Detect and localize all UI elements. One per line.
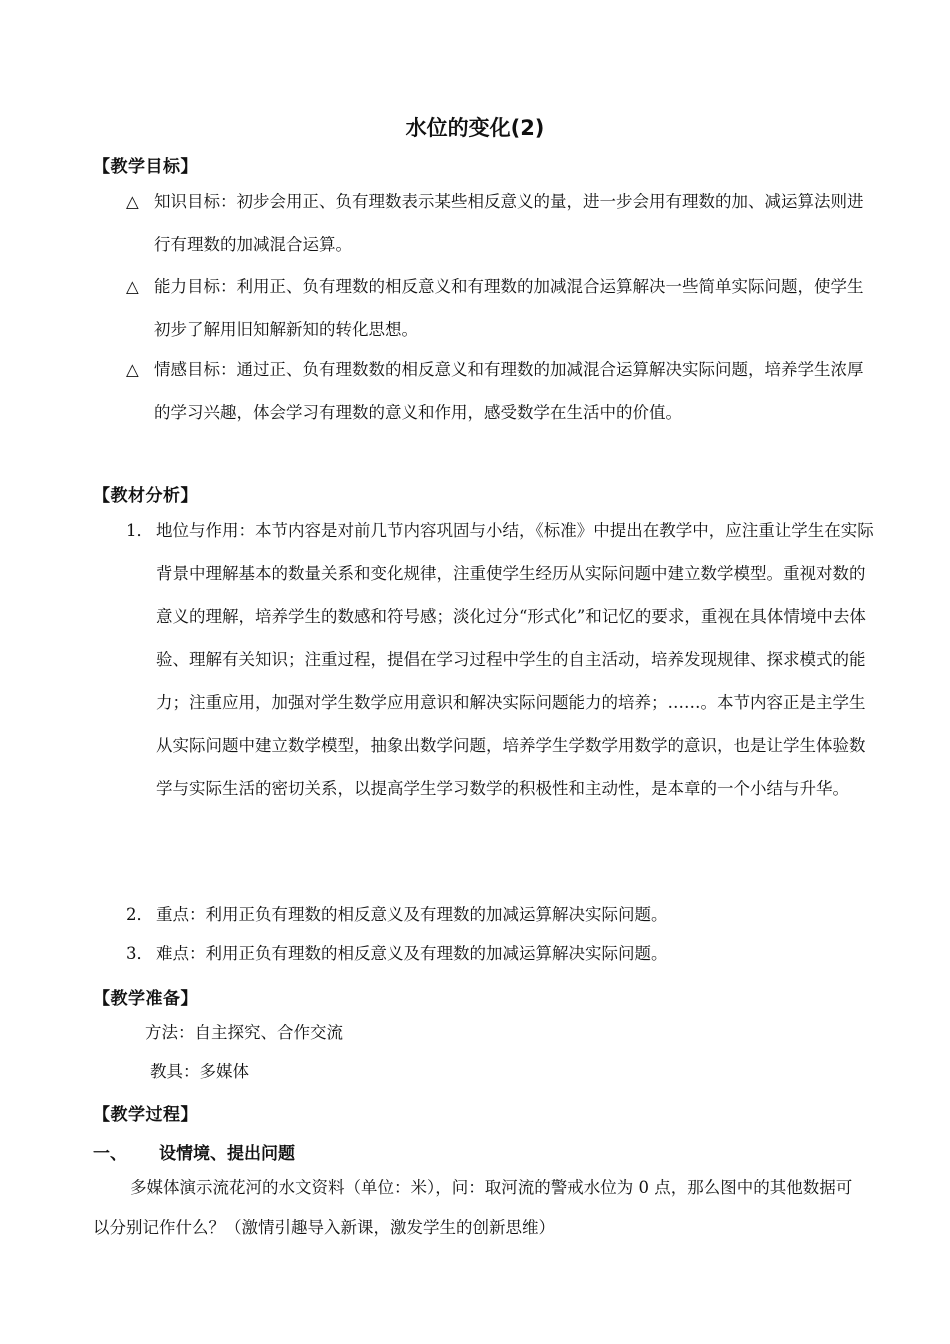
- analysis-text: 地位与作用：本节内容是对前几节内容巩固与小结，《标准》中提出在教学中，应注重让学生在实际背景中理解基本的数量关系和变化规律，注重使学生经历从实际问题中建立数学模型。重视对数的意义的理解，培养学生的数感和符号感；淡化过分“形式化”和记忆的要求，重视在具体情境中去体验、理解有关知识；注重过程，提倡在学习过程中学生的自主活动，培养发现规律、探求模式的能力；注重应用，加强对学生数学应用意识和解决实际问题能力的培养；……。本节内容正是主学生从实际问题中建立数学模型，抽象出数学问题，培养学生学数学用数学的意识，也是让学生体验数学与实际生活的密切关系，以提高学生学习数学的积极性和主动性，是本章的一个小结与升华。: [156, 521, 874, 798]
- objective-item: [126, 265, 876, 351]
- objective-item: [126, 180, 876, 266]
- item-number: 1．: [126, 521, 153, 540]
- triangle-icon: △: [126, 277, 139, 296]
- analysis-item: [126, 509, 876, 810]
- analysis-text: 重点：利用正负有理数的相反意义及有理数的加减运算解决实际问题。: [156, 905, 668, 924]
- preparation-method: 方法：自主探究、合作交流: [145, 1023, 343, 1042]
- objective-text: 知识目标：初步会用正、负有理数表示某些相反意义的量，进一步会用有理数的加、减运算法则进行有理数的加减混合运算。: [154, 192, 864, 254]
- analysis-heading: 【教材分析】: [93, 486, 198, 506]
- objective-text: 情感目标：通过正、负有理数数的相反意义和有理数的加减混合运算解决实际问题，培养学生浓厚的学习兴趣，体会学习有理数的意义和作用，感受数学在生活中的价值。: [154, 360, 864, 422]
- process-step-heading: [93, 1139, 295, 1164]
- item-number: 3．: [126, 944, 153, 963]
- triangle-icon: △: [126, 192, 139, 211]
- preparation-tools: 教具：多媒体: [150, 1062, 249, 1081]
- triangle-icon: △: [126, 360, 139, 379]
- step-number: 一、: [93, 1144, 127, 1164]
- analysis-item: [126, 932, 876, 975]
- objectives-heading: 【教学目标】: [93, 157, 198, 177]
- analysis-item: [126, 893, 876, 936]
- document-title: 水位的变化(2): [405, 116, 545, 140]
- objective-item: [126, 348, 876, 434]
- objective-text: 能力目标：利用正、负有理数的相反意义和有理数的加减混合运算解决一些简单实际问题，使学生初步了解用旧知解新知的转化思想。: [154, 277, 864, 339]
- preparation-heading: 【教学准备】: [93, 989, 198, 1009]
- process-heading: 【教学过程】: [93, 1105, 198, 1125]
- step-title: 设情境、提出问题: [159, 1144, 295, 1164]
- process-step-paragraph: 多媒体演示流花河的水文资料（单位：米），问：取河流的警戒水位为 0 点，那么图中的其他数据可以分别记作什么？（激情引趣导入新课，激发学生的创新思维）: [93, 1178, 853, 1237]
- analysis-text: 难点：利用正负有理数的相反意义及有理数的加减运算解决实际问题。: [156, 944, 668, 963]
- item-number: 2．: [126, 905, 153, 924]
